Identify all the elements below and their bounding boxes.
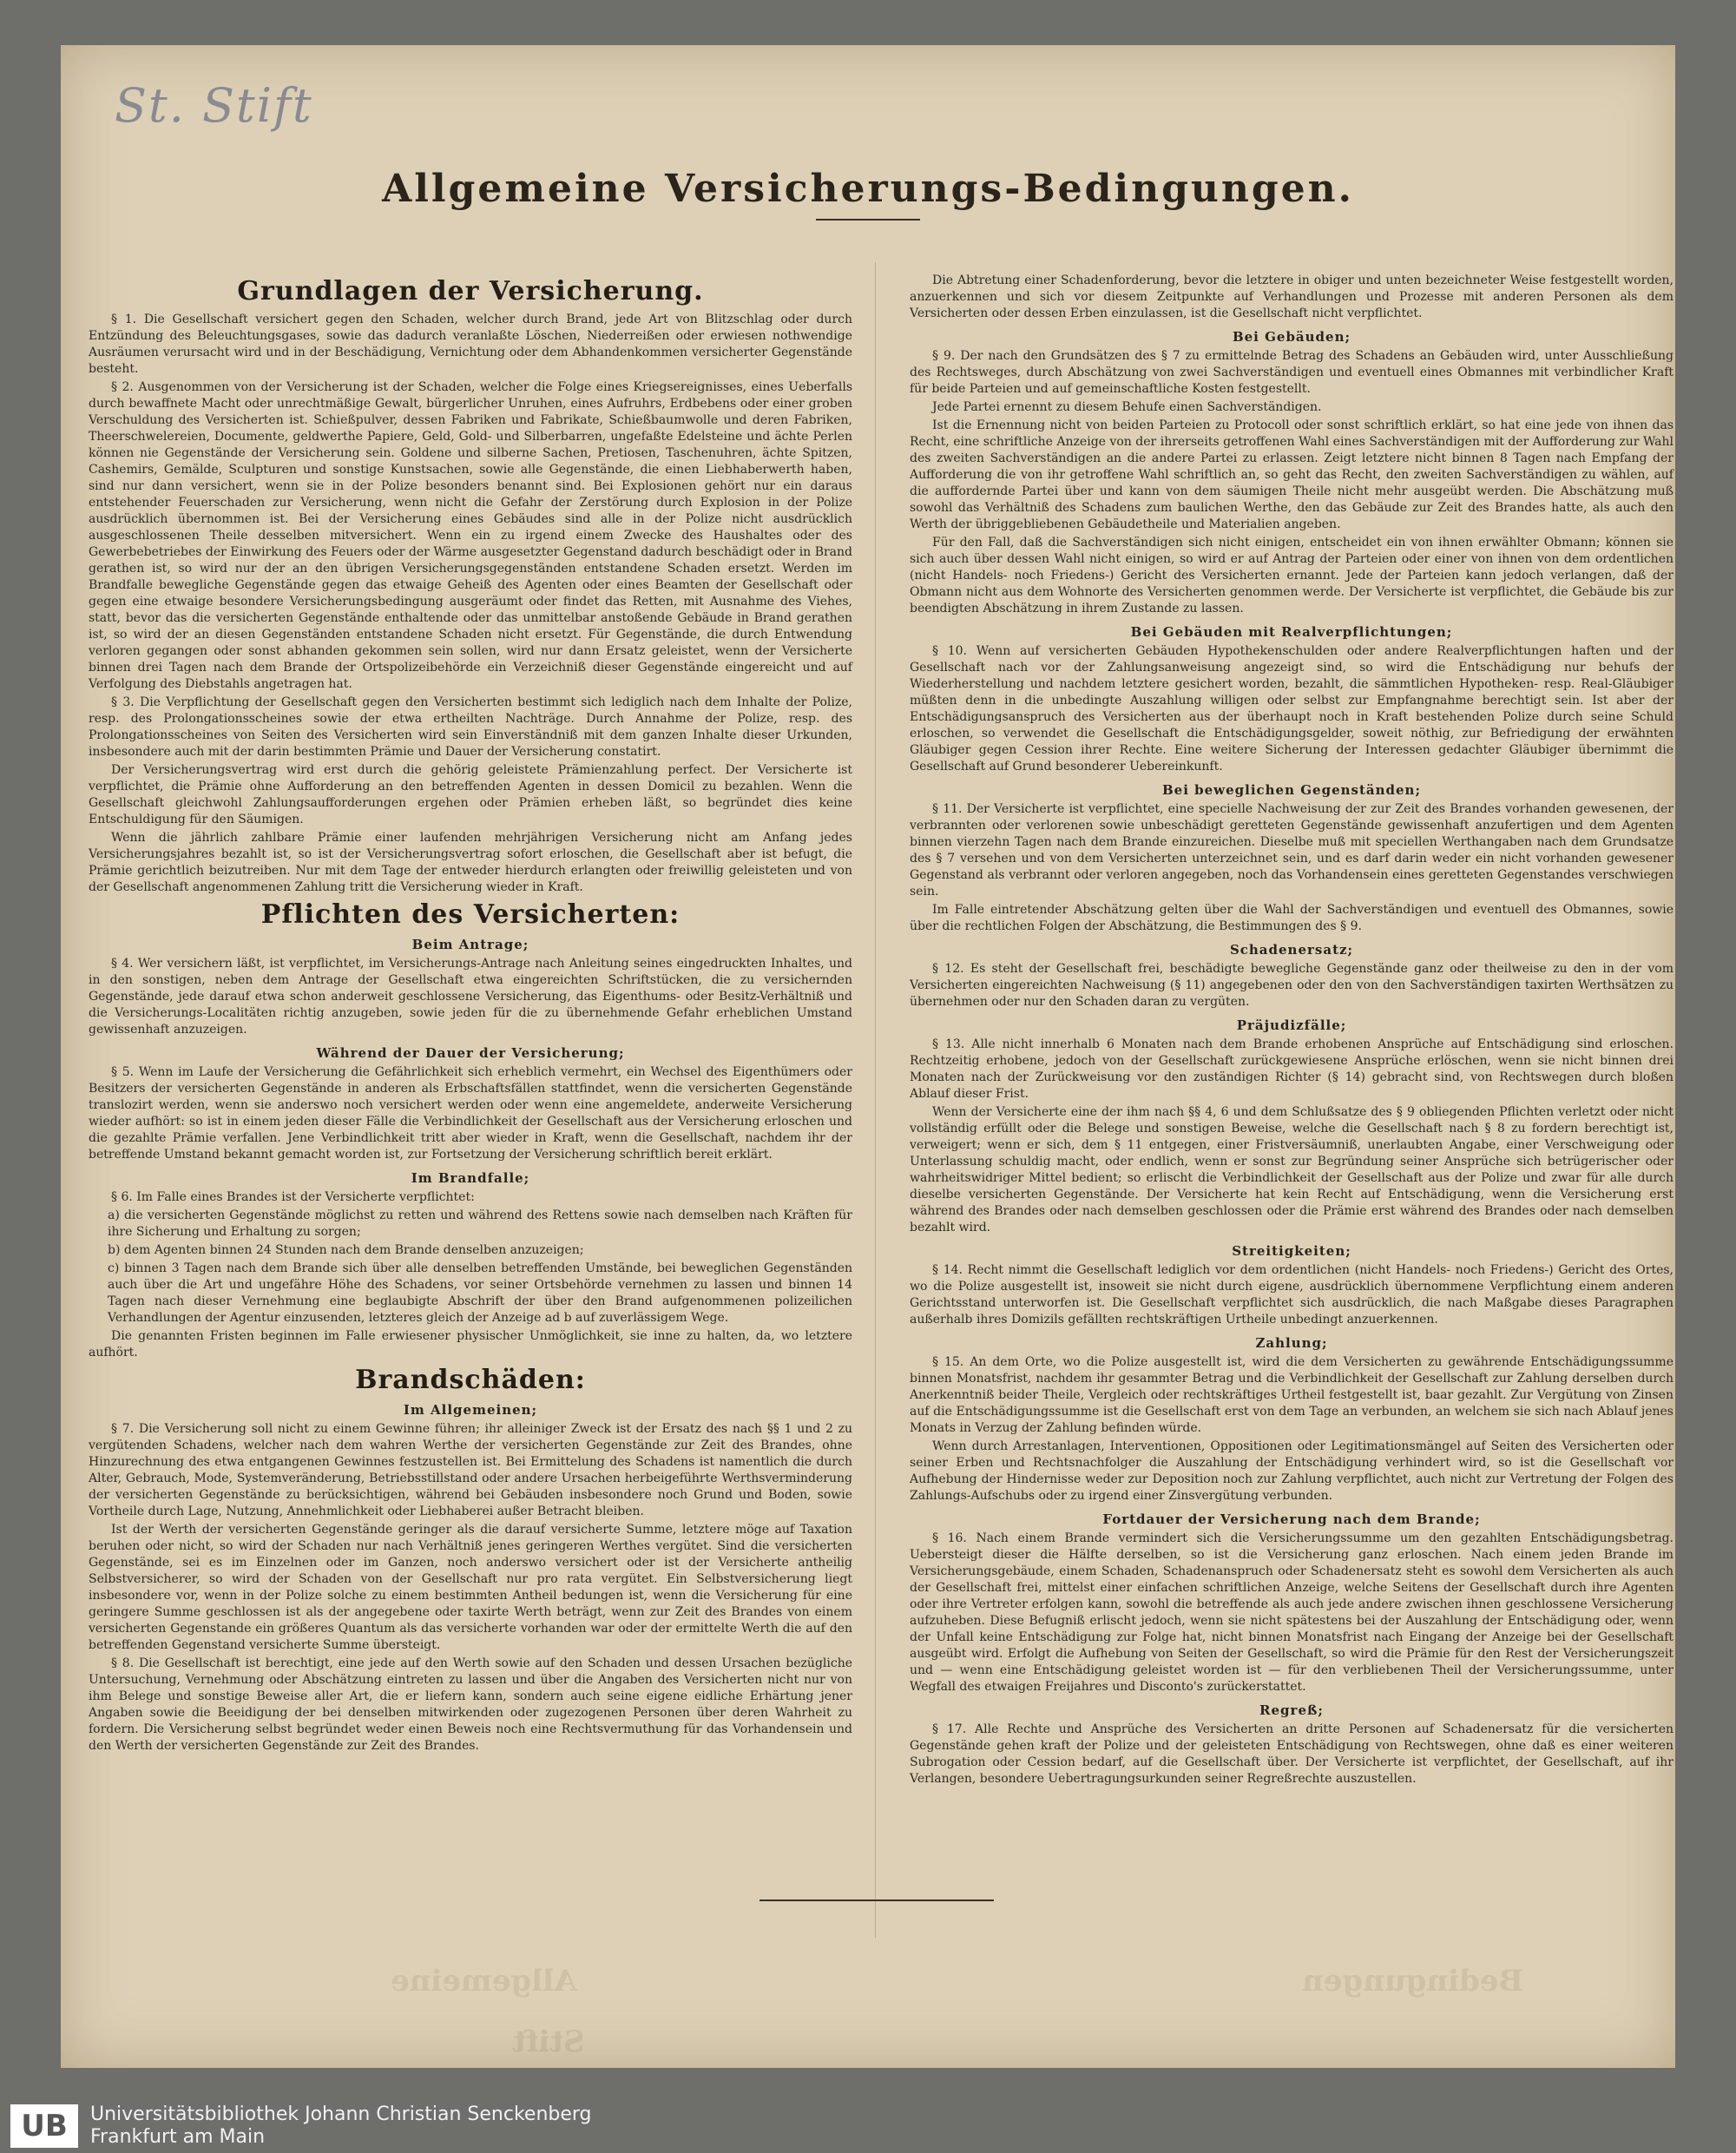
paragraph: § 5. Wenn im Laufe der Versicherung die Gefährlichkeit sich erheblich vermehrt, ein Wechsel des Eigenthümers oder Besitzers der versicherten Gegenstände in anderen als Erbschaftsfällen stattfindet, wenn die versicherten Gegenstände translozirt werden, wenn sie anderswo noch versichert werden oder wenn eine angemeldete, anderweite Versicherung wieder aufhört: so ist in einem jeden dieser Fälle die Verbindlichkeit der Gesellschaft aus der Versicherung erloschen und die gezahlte Prämie verfallen. Jene Verbindlichkeit tritt aber wieder in Kraft, wenn die Gesellschaft, nachdem ihr der betreffende Umstand bekannt gemacht worden ist, zur Fortsetzung der Versicherung schriftlich bereit erklärt. xyxy=(89,1065,852,1162)
section-heading: Pflichten des Versicherten: xyxy=(260,899,681,930)
paragraph: § 15. An dem Orte, wo die Polize ausgestellt ist, wird die dem Versicherten zu gewährende Entschädigungssumme binnen Monatsfrist, nachdem ihr gesammter Betrag und die Verbindlichkeit der Gesellschaft zur Zahlung derselben durch Anerkenntniß beider Theile, Vergleich oder rechtskräftiges Urtheil festgestellt ist, baar gezahlt. Zur Vergütung von Zinsen auf die Entschädigungssumme ist die Gesellschaft erst von dem Tage an verbunden, an welchem sie sich nach Ablauf jenes Monats in Verzug der Zahlung befinden würde. xyxy=(910,1355,1674,1435)
column-fold xyxy=(875,262,876,1938)
section-heading: Grundlagen der Versicherung. xyxy=(237,276,704,306)
page-title: Allgemeine Versicherungs-Bedingungen. xyxy=(382,167,1354,211)
subsection-heading: Während der Dauer der Versicherung; xyxy=(316,1045,625,1061)
paragraph: Ist der Werth der versicherten Gegenstände geringer als die darauf versicherte Summe, letztere möge auf Taxation beruhen oder nicht, so wird der Schaden nur nach Verhältniß jenes geringeren Werthes vergütet. Sind die versicherten Gegenstände, sei es im Einzelnen oder im Ganzen, noch anderswo versichert oder ist der Versicherte antheilig Selbstversicherer, so wird der Schaden von der Gesellschaft nur pro rata vergütet. Ein Selbstversicherung liegt insbesondere vor, wenn in der Polize solche zu einem bestimmten Antheil bedungen ist, wenn die Versicherung für eine geringere Summe geschlossen ist als der angegebene oder taxirte Werth beträgt, wenn zur Zeit des Brandes von einem versicherten Gegenstande ein größeres Quantum als das versicherte vorhanden war oder der ermittelte Werth die auf den betreffenden Gegenstand versicherte Summe übersteigt. xyxy=(89,1523,852,1652)
left-column xyxy=(89,273,852,1756)
subsection-heading: Bei Gebäuden mit Realverpflichtungen; xyxy=(1130,624,1453,640)
subsection-heading: Regreß; xyxy=(1259,1702,1324,1718)
right-column xyxy=(910,273,1674,1789)
library-name xyxy=(90,2104,592,2149)
subsection-heading: Bei beweglichen Gegenständen; xyxy=(1162,782,1421,798)
subsection-heading: Im Brandfalle; xyxy=(411,1170,530,1186)
paragraph: Für den Fall, daß die Sachverständigen sich nicht einigen, entscheidet ein von ihnen erwählter Obmann; können sie sich auch über dessen Wahl nicht einigen, so wird er auf Antrag der Parteien oder einer von ihnen von dem ordentlichen (nicht Handels- noch Friedens-) Gericht des Versicherten ernannt. Jede der Parteien kann jedoch verlangen, daß der Obmann nicht aus dem Wohnorte des Versicherten genommen werde. Der Versicherte ist verpflichtet, die Gebäude bis zur beendigten Abschätzung in ihrem Zustande zu lassen. xyxy=(910,536,1674,616)
section-heading: Brandschäden: xyxy=(355,1365,586,1395)
bleed-through-text: Bedingungen xyxy=(1302,1964,1524,1998)
subsection-heading: Fortdauer der Versicherung nach dem Brande; xyxy=(1102,1511,1481,1527)
closing-divider xyxy=(760,1900,994,1901)
paragraph: § 6. Im Falle eines Brandes ist der Versicherte verpflichtet: xyxy=(111,1190,475,1204)
paragraph: Wenn durch Arrestanlagen, Interventionen, Oppositionen oder Legitimationsmängel auf Seiten des Versicherten oder seiner Erben und Rechtsnachfolger die Auszahlung der Entschädigung verhindert wird, so ist die Gesellschaft vor Aufhebung der Hindernisse weder zur Deposition noch zur Zahlung verpflichtet, auch nicht zur Vertretung der Folgen des Zahlungs-Aufschubs oder zu irgend einer Zinsvergütung verbunden. xyxy=(910,1439,1674,1503)
list-item: b) dem Agenten binnen 24 Stunden nach dem Brande denselben anzuzeigen; xyxy=(108,1243,584,1257)
paragraph: § 3. Die Verpflichtung der Gesellschaft gegen den Versicherten bestimmt sich lediglich nach dem Inhalte der Polize, resp. des Prolongationsscheines sowie der etwa ertheilten Nachträge. Durch Annahme der Polize, resp. des Prolongationsscheines von Seiten des Versicherten wird sein Einverständniß mit dem ganzen Inhalte dieser Urkunden, insbesondere auch mit der darin bestimmten Prämie und Dauer der Versicherung constatirt. xyxy=(89,695,852,759)
title-divider xyxy=(816,219,920,221)
bleed-through-text: Stift xyxy=(512,2025,585,2059)
paragraph: § 7. Die Versicherung soll nicht zu einem Gewinne führen; ihr alleiniger Zweck ist der Ersatz des nach §§ 1 und 2 zu vergütenden Schadens, welcher nach dem wahren Werthe der versicherten Gegenstände zur Zeit des Brandes, ohne Hinzurechnung des etwa entgangenen Gewinnes festzustellen ist. Bei Ermittelung des Schadens ist namentlich die durch Alter, Gebrauch, Mode, Systemveränderung, Betriebsstillstand oder andere Ursachen herbeigeführte Werthsverminderung der versicherten Gegenstände zu berücksichtigen, während bei Gebäuden insbesondere noch Grund und Boden, sowie Vortheile durch Lage, Nutzung, Annehmlichkeit oder Liebhaberei außer Betracht bleiben. xyxy=(89,1422,852,1518)
subsection-heading: Präjudizfälle; xyxy=(1236,1017,1347,1033)
paragraph: Die genannten Fristen beginnen im Falle erwiesener physischer Unmöglichkeit, sie inne zu halten, da, wo letztere aufhört. xyxy=(89,1329,852,1360)
library-name-line: Universitätsbibliothek Johann Christian Senckenberg xyxy=(90,2104,592,2125)
subsection-heading: Schadenersatz; xyxy=(1229,942,1354,958)
document-page xyxy=(61,45,1675,2068)
paragraph: § 12. Es steht der Gesellschaft frei, beschädigte bewegliche Gegenstände ganz oder theilweise zu den in der vom Versicherten eingereichten Nachweisung (§ 11) angegebenen oder den von den Sachverständigen taxirten Werthsätzen zu übernehmen oder nur den Schaden daran zu vergüten. xyxy=(910,962,1674,1009)
list-item: a) die versicherten Gegenstände möglichst zu retten und während des Rettens sowie nach demselben nach Kräften für ihre Sicherung und Erhaltung zu sorgen; xyxy=(108,1208,852,1239)
paragraph: Die Abtretung einer Schadenforderung, bevor die letztere in obiger und unten bezeichneter Weise festgestellt worden, anzuerkennen und sich vor diesem Zeitpunkte auf Verhandlungen und Prozesse mit anderen Personen als dem Versicherten oder dessen Erben einzulassen, ist die Gesellschaft nicht verpflichtet. xyxy=(910,273,1674,320)
paragraph: Wenn der Versicherte eine der ihm nach §§ 4, 6 und dem Schlußsatze des § 9 obliegenden Pflichten verletzt oder nicht vollständig erfüllt oder die Belege und sonstigen Beweise, welche die Gesellschaft nach § 8 zu fordern berechtigt ist, verweigert; wenn er sich, dem § 11 entgegen, einer Fristversäumniß, unerlaubten Angabe, einer Verschweigung oder Unterlassung schuldig macht, oder endlich, wenn er sonst zur Begründung seiner Ansprüche sich betrügerischer oder wahrheitswidriger Mittel bedient; so erlischt die Verbindlichkeit der Gesellschaft aus der Polize und zwar für alle durch dieselbe versicherten Gegenstände. Der Versicherte hat kein Recht auf Entschädigung, wenn die Versicherung erst während des Brandes oder nach demselben geschlossen oder die Prämie erst während des Brandes oder nach demselben bezahlt wird. xyxy=(910,1105,1674,1235)
paragraph: § 16. Nach einem Brande vermindert sich die Versicherungssumme um den gezahlten Entschädigungsbetrag. Uebersteigt dieser die Hälfte derselben, so ist die Versicherung ganz erloschen. Nach einem jeden Brande im Versicherungsgebäude, einem Schaden, Schadenanspruch oder Schadenersatz steht es sowohl dem Versicherten als auch der Gesellschaft frei, mittelst einer einfachen schriftlichen Anzeige, welche Seitens der Gesellschaft durch ihre Agenten oder ihre Vertreter erfolgen kann, sowohl die betreffende als auch jede andere zwischen ihnen geschlossene Versicherung aufzuheben. Diese Befugniß erlischt jedoch, wenn sie nicht spätestens bei der Auszahlung der Entschädigung oder, wenn der Unfall keine Entschädigung zur Folge hat, nicht binnen Monatsfrist nach Eingang der Anzeige bei der Gesellschaft ausgeübt wird. Erfolgt die Aufhebung von Seiten der Gesellschaft, so wird die Prämie für den Rest der Versicherungszeit und — wenn eine Entschädigung geleistet worden ist — für den verbliebenen Theil der Versicherungssumme, unter Wegfall des etwaigen Freijahres und Disconto's zurückerstattet. xyxy=(910,1531,1674,1694)
bleed-through-text: Allgemeine xyxy=(391,1964,577,1998)
paragraph: § 11. Der Versicherte ist verpflichtet, eine specielle Nachweisung der zur Zeit des Brandes vorhanden gewesenen, der verbrannten oder verlorenen sowie unbeschädigt geretteten Gegenstände gewissenhaft anzufertigen und dem Agenten binnen vierzehn Tagen nach dem Brande einzureichen. Dieselbe muß mit speciellen Werthangaben nach dem Grundsatze des § 7 versehen und von dem Versicherten unterzeichnet sein, und es darf darin weder ein nicht vorhanden gewesener Gegenstand als verbrannt oder verloren angegeben, noch das Vorhandensein eines geretteten Gegenstandes verschwiegen sein. xyxy=(910,802,1674,899)
list-item: c) binnen 3 Tagen nach dem Brande sich über alle denselben betreffenden Umstände, bei beweglichen Gegenständen auch über die Art und ungefähre Höhe des Schadens, vor seiner Ortsbehörde vernehmen zu lassen und binnen 14 Tagen nach dieser Vernehmung eine beglaubigte Abschrift der über den Brand aufgenommenen polizeilichen Verhandlungen der Agentur einzusenden, letzteres gleich der Anzeige ad b auf zuverlässigem Wege. xyxy=(108,1261,852,1325)
paragraph: § 13. Alle nicht innerhalb 6 Monaten nach dem Brande erhobenen Ansprüche auf Entschädigung sind erloschen. Rechtzeitig erhobene, jedoch von der Gesellschaft zurückgewiesene Ansprüche erlöschen, wenn sie nicht binnen drei Monaten nach der Zurückweisung vor den zuständigen Richter (§ 14) gebracht sind, von Rechtswegen durch bloßen Ablauf dieser Frist. xyxy=(910,1037,1674,1101)
library-footer xyxy=(0,2099,1736,2153)
paragraph: § 9. Der nach den Grundsätzen des § 7 zu ermittelnde Betrag des Schadens an Gebäuden wird, unter Ausschließung des Rechtsweges, durch Abschätzung von zwei Sachverständigen und eventuell eines Obmannes mit verbindlicher Kraft für beide Parteien und auf gemeinschaftliche Kosten festgestellt. xyxy=(910,349,1674,396)
paragraph: Der Versicherungsvertrag wird erst durch die gehörig geleistete Prämienzahlung perfect. Der Versicherte ist verpflichtet, die Prämie ohne Aufforderung an den betreffenden Agenten in dessen Domicil zu bezahlen. Wenn die Gesellschaft gleichwohl Zahlungsaufforderungen ergehen oder Prämien erheben läßt, so begründet dies keine Entschuldigung für den Säumigen. xyxy=(89,763,852,826)
paragraph: § 10. Wenn auf versicherten Gebäuden Hypothekenschulden oder andere Realverpflichtungen haften und der Gesellschaft nach vor der Zahlungsanweisung angezeigt sind, so wird die Entschädigung nur behufs der Wiederherstellung und nachdem letztere gesichert worden, bezahlt, die sämmtlichen Hypotheken- resp. Real-Gläubiger müßten denn in die unbedingte Auszahlung willigen oder selbst zur Empfangnahme berechtigt sein. Ist aber der Entschädigungsanspruch des Versicherten aus der überhaupt noch in Kraft bestehenden Polize durch seine Schuld erloschen, so verwendet die Gesellschaft die Entschädigungsgelder, soweit nöthig, zur Befriedigung der erwähnten Gläubiger gegen Cession ihrer Rechte. Eine weitere Sicherung der Interessen gedachter Gläubiger übernimmt die Gesellschaft auf Grund besonderer Uebereinkunft. xyxy=(910,644,1674,774)
subsection-heading: Streitigkeiten; xyxy=(1232,1243,1351,1259)
paragraph: Jede Partei ernennt zu diesem Behufe einen Sachverständigen. xyxy=(932,400,1322,414)
paragraph: § 1. Die Gesellschaft versichert gegen den Schaden, welcher durch Brand, jede Art von Blitzschlag oder durch Entzündung des Beleuchtungsgases, sowie das dadurch veranlaßte Löschen, Niederreißen oder erwiesen nothwendige Ausräumen verursacht wird und in der Beschädigung, Vernichtung oder dem Abhandenkommen versicherter Gegenstände besteht. xyxy=(89,313,852,376)
paragraph: Im Falle eintretender Abschätzung gelten über die Wahl der Sachverständigen und eventuell des Obmannes, sowie über die rechtlichen Folgen der Abschätzung, die Bestimmungen des § 9. xyxy=(910,903,1674,933)
library-city-line: Frankfurt am Main xyxy=(90,2126,266,2148)
paragraph: § 2. Ausgenommen von der Versicherung ist der Schaden, welcher die Folge eines Kriegsereignisses, eines Ueberfalls durch bewaffnete Macht oder unrechtmäßige Gewalt, bürgerlicher Unruhen, eines Aufruhrs, Erdbebens oder einer groben Verschuldung des Versicherten ist. Schießpulver, dessen Fabriken und Fabrikate, Schießbaumwolle und deren Fabriken, Theerschwelereien, Documente, geldwerthe Papiere, Geld, Gold- und Silberbarren, ungefaßte Edelsteine und ächte Perlen können nie Gegenstände der Versicherung sein. Goldene und silberne Sachen, Pretiosen, Taschenuhren, ächte Spitzen, Cashemirs, Gemälde, Sculpturen und sonstige Kunstsachen, sowie alle Gegenstände, die einen Liebhaberwerth haben, sind nur dann versichert, wenn sie in der Polize besonders benannt sind. Bei Explosionen gehört nur ein daraus entstehender Feuerschaden zur Versicherung, wenn nicht die Gefahr der Zerstörung durch Explosion in der Polize ausdrücklich übernommen ist. Bei der Versicherung eines Gebäudes sind alle in der Polize nicht ausdrücklich ausgeschlossenen Theile desselben mitversichert. Wenn ein zu irgend einem Zwecke des Haushaltes oder des Gewerbebetriebes der Einwirkung des Feuers oder der Wärme ausgesetzter Gegenstand dadurch beschädigt oder in Brand gerathen ist, so wird nur der an den übrigen Versicherungsgegenständen entstandene Schaden ersetzt. Werden im Brandfalle bewegliche Gegenstände gegen das etwaige Geheiß des Agenten oder eines Beamten der Gesellschaft oder gegen eine etwaige besondere Versicherungsbedingung ausgeräumt oder findet das Retten, mit Ausnahme des Viehes, statt, bevor das die versicherten Gegenstände enthaltende oder das unmittelbar anstoßende Gebäude in Brand gerathen ist, so wird der an diesen Gegenständen entstandene Schaden nicht ersetzt. Für Gegenstände, die durch Entwendung verloren gegangen oder sonst abhanden gekommen sein sollen, wird nur dann Ersatz geleistet, wenn der Versicherte binnen drei Tagen nach dem Brande der Ortspolizeibehörde ein Verzeichniß dieser Gegenstände eingereicht und auf Verfolgung des Diebstahls angetragen hat. xyxy=(89,380,852,691)
subsection-heading: Bei Gebäuden; xyxy=(1232,329,1351,345)
paragraph: § 4. Wer versichern läßt, ist verpflichtet, im Versicherungs-Antrage nach Anleitung seines eingedruckten Inhaltes, und in den sonstigen, neben dem Antrage der Gesellschaft etwa eingereichten Schriftstücken, die zu versichernden Gegenstände, jede darauf etwa schon anderweit geschlossene Versicherung, das Eigenthums- oder Besitz-Verhältniß und die Versicherungs-Localitäten richtig anzugeben, sowie jeden für die zu übernehmende Gefahr erheblichen Umstand gewissenhaft anzuzeigen. xyxy=(89,957,852,1037)
library-logo: UB xyxy=(10,2104,78,2148)
paragraph: § 14. Recht nimmt die Gesellschaft lediglich vor dem ordentlichen (nicht Handels- noch Friedens-) Gericht des Ortes, wo die Polize ausgestellt ist, insoweit sie nicht durch eigene, ausdrücklich übernommene Verpflichtung einem anderen Gerichtsstand unterworfen ist. Die Gesellschaft verpflichtet sich ausdrücklich, die nach Maßgabe dieses Paragraphen außerhalb ihres Domizils gefällten rechtskräftigen Urtheile unbedingt anzuerkennen. xyxy=(910,1263,1674,1327)
paragraph: Ist die Ernennung nicht von beiden Parteien zu Protocoll oder sonst schriftlich erklärt, so hat eine jede von ihnen das Recht, eine schriftliche Anzeige von der ihrerseits getroffenen Wahl eines Sachverständigen mit der Aufforderung zur Wahl des zweiten Sachverständigen an die andere Partei zu erlassen. Zeigt letztere nicht binnen 8 Tagen nach Empfang der Aufforderung die von ihr getroffene Wahl schriftlich an, so geht das Recht, den zweiten Sachverständigen zu wählen, auf die auffordernde Partei über und kann von dem säumigen Theile nicht mehr ausgeübt werden. Die Abschätzung muß sowohl das Verhältniß des Schadens zum baulichen Werthe, den das Gebäude zur Zeit des Brandes hatte, als auch den Werth der übriggebliebenen Gebäudetheile und Materialien angeben. xyxy=(910,418,1674,531)
paragraph: § 8. Die Gesellschaft ist berechtigt, eine jede auf den Werth sowie auf den Schaden und dessen Ursachen bezügliche Untersuchung, Vernehmung oder Abschätzung eintreten zu lassen und über die Angaben des Versicherten nicht nur von ihm Belege und sonstige Beweise aller Art, die er liefern kann, sondern auch seine eigene eidliche Erhärtung jener Angaben sowie die Beeidigung der bei denselben mitwirkenden oder zugezogenen Personen über deren Wahrheit zu fordern. Die Versicherung selbst begründet weder einen Beweis noch eine Rechtsvermuthung für das Vorhandensein und den Werth der versicherten Gegenstände zur Zeit des Brandes. xyxy=(89,1656,852,1753)
handwritten-note: St. Stift xyxy=(115,78,313,133)
subsection-heading: Beim Antrage; xyxy=(411,937,529,952)
subsection-heading: Im Allgemeinen; xyxy=(403,1402,538,1418)
subsection-heading: Zahlung; xyxy=(1255,1335,1328,1351)
paragraph: Wenn die jährlich zahlbare Prämie einer laufenden mehrjährigen Versicherung nicht am Anfang jedes Versicherungsjahres bezahlt ist, so ist der Versicherungsvertrag sofort erloschen, die Gesellschaft aber ist befugt, die Prämie gerichtlich beizutreiben. Nur mit dem Tage der entweder hierdurch erlangten oder freiwillig geleisteten und von der Gesellschaft angenommenen Zahlung tritt die Versicherung wieder in Kraft. xyxy=(89,831,852,894)
paragraph: § 17. Alle Rechte und Ansprüche des Versicherten an dritte Personen auf Schadenersatz für die versicherten Gegenstände gehen kraft der Polize und der geleisteten Entschädigung von Rechtswegen, ohne daß es einer weiteren Subrogation oder Cession bedarf, auf die Gesellschaft über. Der Versicherte ist verpflichtet, der Gesellschaft, auf ihr Verlangen, besondere Uebertragungsurkunden seiner Regreßrechte auszustellen. xyxy=(910,1722,1674,1786)
